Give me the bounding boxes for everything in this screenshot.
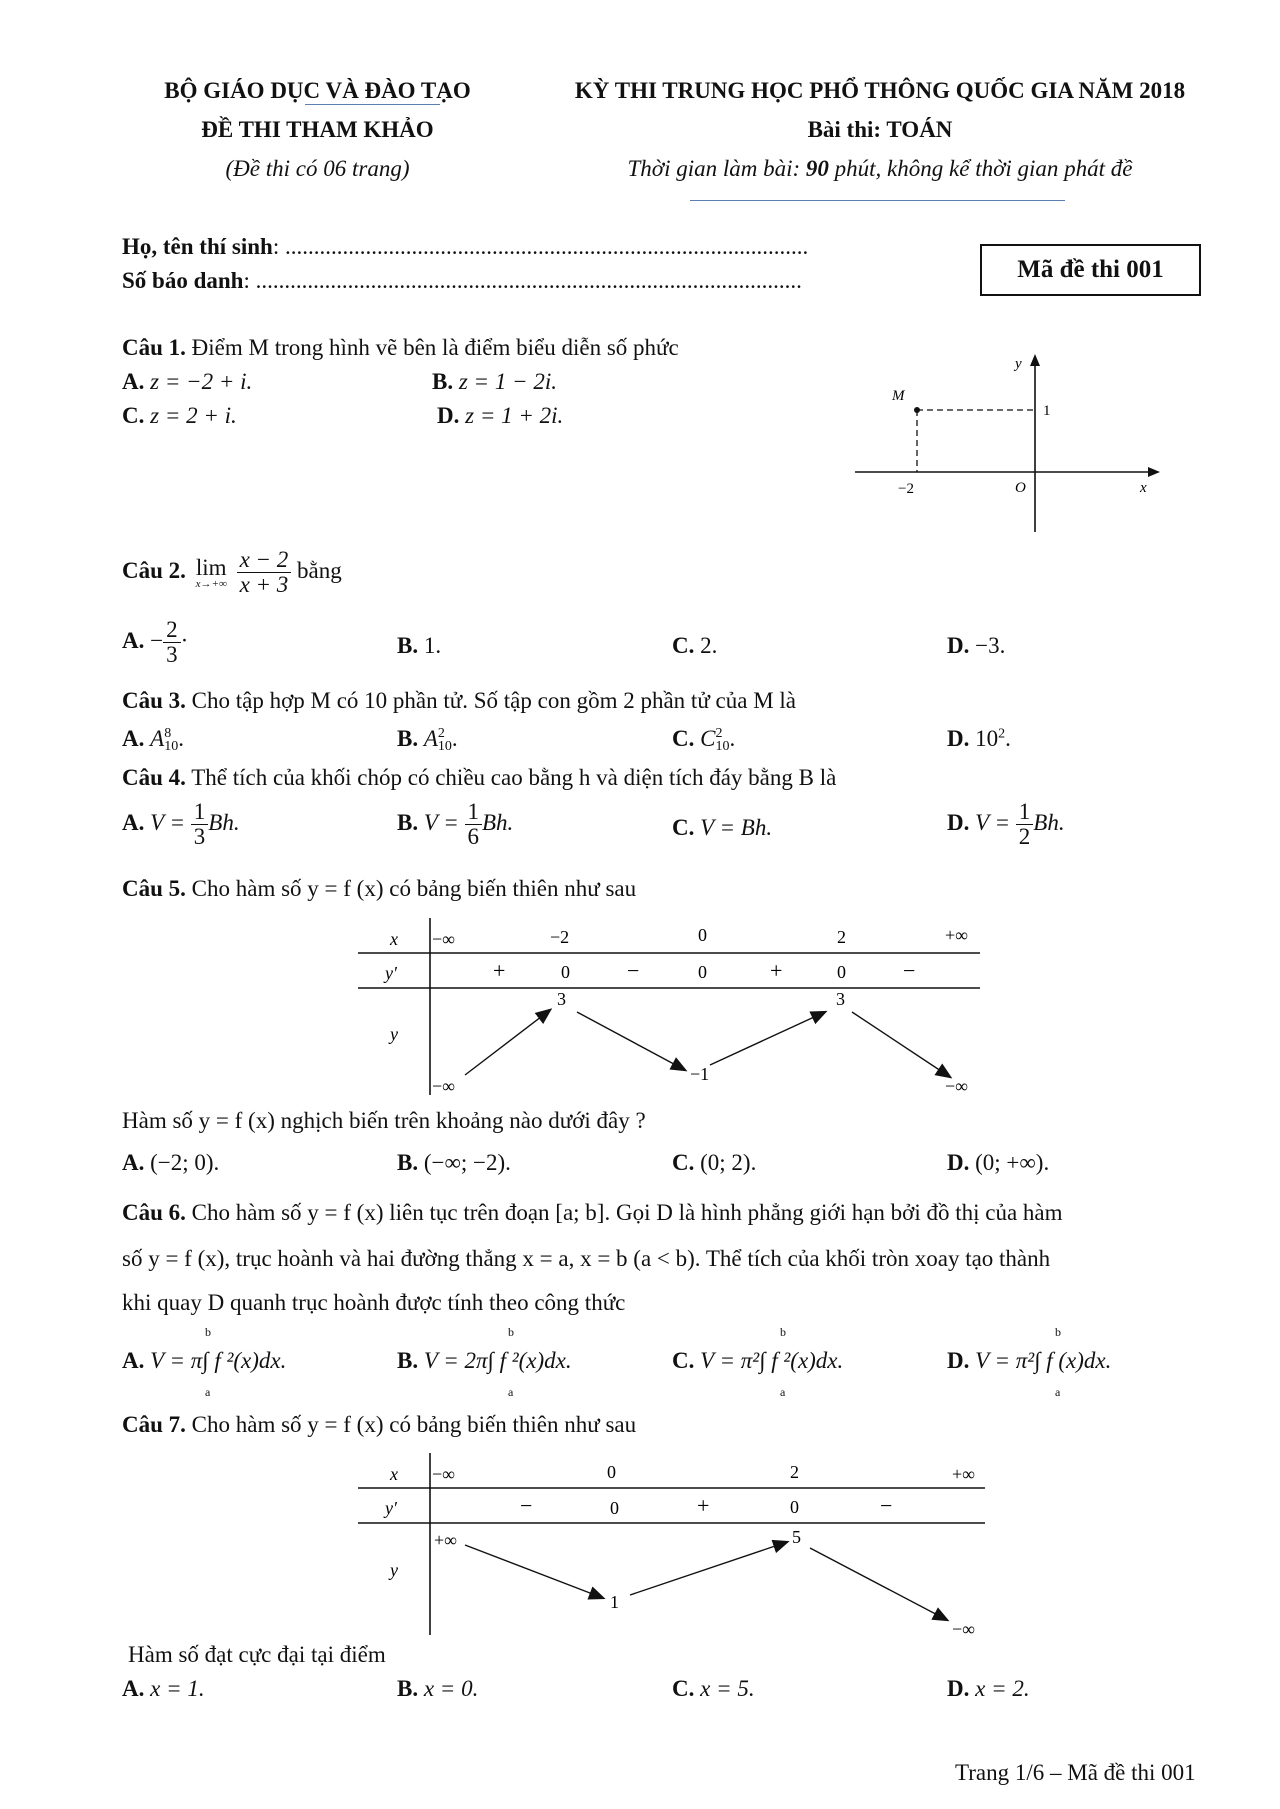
q7-option-a: A. x = 1. [122,1676,205,1701]
row-y-label: y [390,1560,398,1580]
pages-note: (Đề thi có 06 trang) [225,156,410,181]
x-val: −∞ [432,929,455,949]
q1-option-b: B. z = 1 − 2i. [432,369,557,394]
y-val: −∞ [432,1076,455,1096]
y-val: −1 [690,1064,710,1084]
q7-option-c: C. x = 5. [672,1676,755,1701]
q6-option-a: A. V = π∫ f ²(x)dx. [122,1348,287,1373]
candidate-id-row: Số báo danh: ............................................................................................... [122,268,802,293]
row-yp-label: y′ [385,1498,397,1518]
arrow-down [465,1545,603,1598]
x-val: +∞ [945,925,968,945]
q5-option-b: B. (−∞; −2). [397,1150,511,1175]
header-underline-right [690,200,1065,201]
q3-option-b: B. A 2 10 . [397,726,458,754]
arrow-up [630,1542,787,1595]
sign: + [493,958,506,983]
q6-b-lower-limit: a [508,1385,514,1399]
x-val: 2 [790,1462,799,1482]
y-val: 1 [610,1592,619,1612]
exam-type: ĐỀ THI THAM KHẢO [201,117,434,142]
tick-1-label: 1 [1043,403,1051,419]
sign: − [903,958,916,983]
sign: − [627,958,640,983]
q6-d-lower-limit: a [1055,1385,1061,1399]
sign: − [880,1493,893,1518]
x-val: 2 [837,927,846,947]
y-val: −∞ [945,1076,968,1096]
q6-b-upper-limit: b [508,1325,514,1339]
x-val: 0 [607,1462,616,1482]
subject: Bài thi: TOÁN [807,117,953,142]
arrow-up [465,1010,550,1075]
header-underline [305,104,440,105]
y-val: 3 [836,989,845,1009]
x-label: x [1140,480,1147,496]
q7-stem: Câu 7. Cho hàm số y = f (x) có bảng biến thiên như sau [122,1412,637,1437]
arrow-down [852,1012,950,1077]
sign: 0 [837,962,846,982]
q6-stem-line1: Câu 6. Cho hàm số y = f (x) liên tục trên đoạn [a; b]. Gọi D là hình phẳng giới hạn bởi đồ thị của hàm [122,1200,1063,1225]
point-m [914,407,920,413]
sign: 0 [698,962,707,982]
ministry-title: BỘ GIÁO DỤC VÀ ĐÀO TẠO [164,78,471,103]
x-val: −2 [550,927,570,947]
candidate-name-row: Họ, tên thí sinh: ........................................................................................... [122,234,809,259]
row-yp-label: y′ [385,963,397,983]
q2-option-c: C. 2. [672,633,718,658]
origin-label: O [1015,480,1026,496]
q6-c-upper-limit: b [780,1325,786,1339]
row-y-label: y [390,1024,398,1044]
q5-option-a: A. (−2; 0). [122,1150,220,1175]
row-x-label: x [390,929,398,949]
q1-stem: Câu 1. Điểm M trong hình vẽ bên là điểm biểu diễn số phức [122,335,679,360]
sign: 0 [790,1497,799,1517]
x-val: −∞ [432,1464,455,1484]
q6-c-lower-limit: a [780,1385,786,1399]
arrow-down [577,1012,685,1070]
x-axis-arrow [1148,467,1160,477]
row-x-label: x [390,1464,398,1484]
q7-option-d: D. x = 2. [947,1676,1030,1701]
tick-neg2-label: −2 [898,481,914,497]
x-val: 0 [698,925,707,945]
q6-d-upper-limit: b [1055,1325,1061,1339]
q2-option-d: D. −3. [947,633,1006,658]
q3-option-c: C. C 2 10 . [672,726,736,754]
q7-option-b: B. x = 0. [397,1676,479,1701]
q5-followup: Hàm số y = f (x) nghịch biến trên khoảng nào dưới đây ? [122,1108,646,1133]
sign: 0 [610,1498,619,1518]
sign: − [520,1493,533,1518]
q6-a-upper-limit: b [205,1325,211,1339]
q1-option-c: C. z = 2 + i. [122,403,237,428]
exam-name: KỲ THI TRUNG HỌC PHỔ THÔNG QUỐC GIA NĂM 2018 [574,78,1186,103]
exam-code-box: Mã đề thi 001 [980,244,1201,296]
y-val: 5 [792,1527,801,1547]
arrow-up [710,1012,825,1065]
page-footer: Trang 1/6 – Mã đề thi 001 [955,1760,1196,1785]
y-label: y [1015,356,1022,372]
q7-variation-table [355,1450,1000,1640]
arrow-down [810,1548,947,1620]
sign: + [770,958,783,983]
q6-stem-line2: số y = f (x), trục hoành và hai đường thẳng x = a, x = b (a < b). Thể tích của khối tròn xoay tạo thành [122,1246,1051,1271]
q2-option-a: A. − $\frac{2}{3}$ · [122,617,189,668]
q6-option-d: D. V = π²∫ f (x)dx. [947,1348,1112,1373]
q3-option-d: D. $10^2$. [947,726,1011,751]
q4-stem: Câu 4. Thể tích của khối chóp có chiều cao bằng h và diện tích đáy bằng B là [122,765,837,790]
sign: + [697,1493,710,1518]
q5-option-d: D. (0; +∞). [947,1150,1050,1175]
sign: 0 [561,962,570,982]
q6-a-lower-limit: a [205,1385,211,1399]
q3-option-a: A. A 8 10 . [122,726,184,754]
q1-option-a: A. z = −2 + i. [122,369,253,394]
q4-option-c: C. V = Bh. [672,815,773,840]
q5-option-c: C. (0; 2). [672,1150,757,1175]
q4-option-a: A. V = $\frac{1}{3}$ Bh. [122,799,240,850]
q6-option-c: C. V = π²∫ f ²(x)dx. [672,1348,844,1373]
q1-option-d: D. z = 1 + 2i. [437,403,564,428]
x-val: +∞ [952,1464,975,1484]
q2-option-b: B. 1. [397,633,442,658]
y-val: +∞ [434,1530,457,1550]
q6-stem-line3: khi quay D quanh trục hoành được tính theo công thức [122,1290,626,1315]
q2-stem: Câu 2. lim x→+∞ $\frac{x - 2}{x + 3}$ bằng [122,547,342,598]
y-axis-arrow [1030,354,1040,366]
q7-followup: Hàm số đạt cực đại tại điểm [128,1642,386,1667]
time-note: Thời gian làm bài: 90 phút, không kể thời gian phát đề [627,156,1133,181]
y-val: −∞ [952,1619,975,1639]
m-label: M [892,388,905,404]
q1-complex-plane-figure [850,350,1170,540]
q4-option-d: D. V = $\frac{1}{2}$ Bh. [947,799,1065,850]
y-val: 3 [557,989,566,1009]
q5-stem: Câu 5. Cho hàm số y = f (x) có bảng biến thiên như sau [122,876,637,901]
q6-option-b: B. V = 2π∫ f ²(x)dx. [397,1348,572,1373]
q5-variation-table [355,915,995,1100]
q4-option-b: B. V = $\frac{1}{6}$ Bh. [397,799,514,850]
q3-stem: Câu 3. Cho tập hợp M có 10 phần tử. Số tập con gồm 2 phần tử của M là [122,688,797,713]
